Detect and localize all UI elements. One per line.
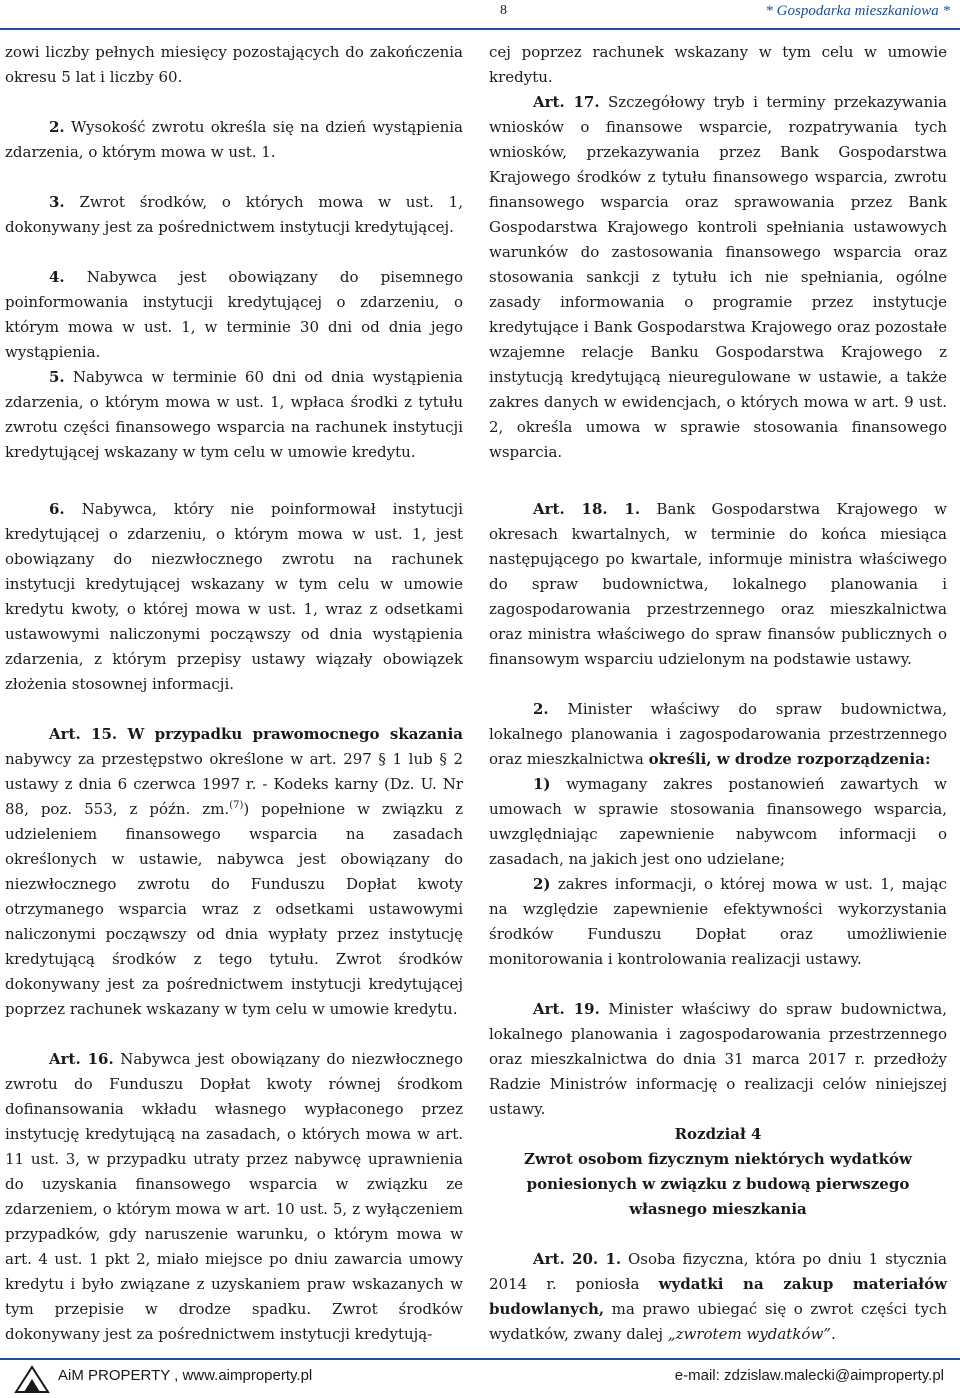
paragraph-2: 2. Wysokość zwrotu określa się na dzień wystąpienia zdarzenia, o którym mowa w ust. 1. — [5, 118, 463, 161]
list-item: 1) wymagany zakres postanowień zawartych w umowach w sprawie stosowania finansowego wsparcia, uwzględniając zapewnienie nabywcom informacji o zasadach, na jakich jest ono udzielane; — [489, 775, 947, 868]
article-17: Art. 17. Szczegółowy tryb i terminy przekazywania wniosków o finansowe wsparcie, rozpatrywania tych wniosków, przekazywania przez Bank Gospodarstwa Krajowego środków z tytułu finansowego wsparcia, zwrotu finansowego wsparcia oraz sprawowania przez Bank Gospodarstwa Krajowego kontroli spełniania ustawowych warunków do zastosowania finansowego wsparcia oraz stosowania sankcji z tytułu ich nie spełniania, ogólne zasady informowania o programie przez instytucje kredytujące i Bank Gospodarstwa Krajowego oraz pozostałe wzajemne relacje Banku Gospodarstwa Krajowego z instytucją kredytującą nieuregulowane w ustawie, a także zakres danych w ewidencjach, o których mowa w art. 9 ust. 2, określa umowa w sprawie stosowania finansowego wsparcia. — [489, 93, 947, 461]
right-column — [489, 40, 947, 1347]
chapter-number: Rozdział 4 — [674, 1125, 762, 1143]
paragraph-5: 5. Nabywca w terminie 60 dni od dnia wystąpienia zdarzenia, o którym mowa w ust. 1, wpłaca środki z tytułu zwrotu części finansowego wsparcia na rachunek instytucji kredytującej wskazany w tym celu w umowie kredytu. — [5, 368, 463, 461]
page-header — [0, 0, 960, 30]
paragraph-6: 6. Nabywca, który nie poinformował instytucji kredytującej o zdarzeniu, o którym mowa w ust. 1, jest obowiązany do niezwłocznego zwrotu na rachunek instytucji kredytującej wskazany w tym celu w umowie kredytu kwoty, o której mowa w ust. 1, wraz z odsetkami ustawowymi naliczonymi począwszy od dnia wystąpienia zdarzenia, z którym przepisy ustawy wiązały obowiązek złożenia stosownej informacji. — [5, 500, 463, 693]
article-20: Art. 20. 1. Osoba fizyczna, która po dniu 1 stycznia 2014 r. poniosła wydatki na zakup materiałów budowlanych, ma prawo ubiegać się o zwrot części tych wydatków, zwany dalej „zwrotem wydatków”. — [489, 1250, 947, 1343]
aim-property-logo-icon — [14, 1364, 50, 1394]
paragraph-4: 4. Nabywca jest obowiązany do pisemnego poinformowania instytucji kredytującej o zdarzeniu, o którym mowa w ust. 1, w terminie 30 dni od dnia jego wystąpienia. — [5, 268, 463, 361]
list-item: 2) zakres informacji, o której mowa w ust. 1, mając na względzie zapewnienie efektywności wykorzystania środków Funduszu Dopłat oraz umożliwienie monitorowania i kontrolowania realizacji ustawy. — [489, 875, 947, 968]
page-number: 8 — [500, 3, 507, 18]
paragraph: cej poprzez rachunek wskazany w tym celu w umowie kredytu. — [489, 43, 947, 86]
article-16: Art. 16. Nabywca jest obowiązany do niezwłocznego zwrotu do Funduszu Dopłat kwoty równej środkom dofinansowania wkładu własnego wypłaconego przez instytucję kredytującą na zasadach, o których mowa w art. 11 ust. 3, w przypadku utraty przez nabywcę uprawnienia do uzyskania finansowego wsparcia w związku ze zdarzeniem, o którym mowa w art. 10 ust. 5, z wyłączeniem przypadków, gdy naruszenie warunku, o którym mowa w art. 4 ust. 1 pkt 2, miało miejsce po dniu zawarcia umowy kredytu i było związane z uzyskaniem praw wskazanych w tym przepisie w drodze spadku. Zwrot środków dokonywany jest za pośrednictwem instytucji kredytują- — [5, 1050, 463, 1343]
paragraph: zowi liczby pełnych miesięcy pozostających do zakończenia okresu 5 lat i liczby 60. — [5, 43, 463, 86]
article-18: Art. 18. 1. Bank Gospodarstwa Krajowego w okresach kwartalnych, w terminie do końca miesiąca następującego po kwartale, informuje ministra właściwego do spraw budownictwa, lokalnego planowania i zagospodarowania przestrzennego oraz mieszkalnictwa oraz ministra właściwego do spraw finansów publicznych o finansowym wsparciu udzielonym na podstawie ustawy. — [489, 500, 947, 668]
footer-email: e-mail: zdzislaw.malecki@aimproperty.pl — [674, 1367, 944, 1384]
paragraph-3: 3. Zwrot środków, o których mowa w ust. 1, dokonywany jest za pośrednictwem instytucji kredytującej. — [5, 193, 463, 236]
article-19: Art. 19. Minister właściwy do spraw budownictwa, lokalnego planowania i zagospodarowania przestrzennego oraz mieszkalnictwa do dnia 31 marca 2017 r. przedłoży Radzie Ministrów informację o realizacji celów niniejszej ustawy. — [489, 1000, 948, 1118]
left-column — [5, 40, 463, 1347]
article-15: Art. 15. W przypadku prawomocnego skazania nabywcy za przestępstwo określone w art. 297 § 1 lub § 2 ustawy z dnia 6 czerwca 1997 r. - Kodeks karny (Dz. U. Nr 88, poz. 553, z późn. zm.$^{(7)}$) popełnione w związku z udzieleniem finansowego wsparcia na zasadach określonych w ustawie, nabywca jest obowiązany do niezwłocznego zwrotu do Funduszu Dopłat kwoty otrzymanego wsparcia wraz z odsetkami ustawowymi naliczonymi począwszy od dnia wypłaty przez instytucję kredytującą środków z tego tytułu. Zwrot środków dokonywany jest za pośrednictwem instytucji kredytującej poprzez rachunek wskazany w tym celu w umowie kredytu. — [5, 725, 464, 1018]
chapter-title: Zwrot osobom fizycznym niektórych wydatków poniesionych w związku z budową pierwszego własnego mieszkania — [524, 1150, 912, 1218]
page-footer — [0, 1358, 960, 1398]
publication-title: * Gospodarka mieszkaniowa * — [765, 3, 950, 19]
article-18-section-2: 2. Minister właściwy do spraw budownictwa, lokalnego planowania i zagospodarowania przestrzennego oraz mieszkalnictwa określi, w drodze rozporządzenia: — [489, 700, 947, 768]
footer-company: AiM PROPERTY , www.aimproperty.pl — [58, 1367, 313, 1384]
